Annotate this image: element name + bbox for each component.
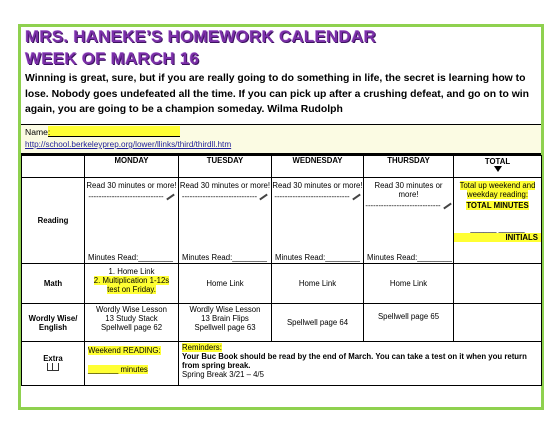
reading-assignment: Read 30 minutes or more!: [179, 181, 271, 190]
weekend-minutes-field[interactable]: _______ minutes: [88, 365, 148, 374]
reading-monday: [85, 178, 179, 264]
corner-cell: [22, 156, 85, 178]
homework-calendar-table: [21, 155, 542, 386]
quote-text: Winning is great, sure, but if you are really going to do something in life, the secret is learning how to lose. Nobody goes undefeated all the time. If you can pick up after a crushing defeat, and go on to win again, you are going to be a champion someday. Wilma Rudolph: [25, 73, 530, 115]
book-icon: [47, 363, 59, 371]
page-title: MRS. HANEKE’S HOMEWORK CALENDAR: [25, 27, 376, 46]
header-thursday: THURSDAY: [364, 156, 454, 178]
total-minutes-label: TOTAL MINUTES: [466, 201, 529, 210]
math-wednesday: Home Link: [272, 264, 364, 304]
wordly-row: [22, 304, 542, 342]
reminders-text: Your Buc Book should be read by the end of March. You can take a test on it when you return from spring break.: [182, 352, 527, 370]
math-row: [22, 264, 542, 304]
wordly-tuesday: Wordly Wise Lesson 13 Brain Flips Spellwell page 63: [179, 304, 272, 342]
pencil-icon: [166, 194, 175, 201]
row-label-wordly: Wordly Wise/ English: [22, 304, 85, 342]
reading-tuesday: [179, 178, 272, 264]
reminders-title: Reminders:: [182, 343, 222, 352]
reading-assignment: Read 30 minutes or more!: [272, 181, 363, 190]
pencil-icon: [352, 194, 361, 201]
header-total: [454, 156, 542, 178]
dash-line: -----------------------------: [365, 201, 441, 210]
down-arrow-icon: [494, 166, 502, 172]
total-label: TOTAL: [484, 157, 511, 166]
name-field[interactable]: [48, 126, 180, 137]
header-monday: MONDAY: [85, 156, 179, 178]
row-label-extra-cell: [22, 342, 85, 386]
minutes-read-monday[interactable]: Minutes Read:________: [88, 253, 173, 262]
extra-monday: [85, 342, 179, 386]
math-tuesday: Home Link: [179, 264, 272, 304]
reading-assignment: Read 30 minutes or more!: [86, 181, 177, 190]
initials-label: INITIALS: [454, 233, 541, 242]
total-blanks[interactable]: ______ ______: [470, 224, 525, 233]
wordly-thursday: Spellwell page 65: [364, 304, 454, 342]
week-title: WEEK OF MARCH 16: [25, 49, 200, 68]
wordly-total: [454, 304, 542, 342]
dash-line: -----------------------------: [274, 192, 350, 201]
math-monday-line1: 1. Home Link: [108, 267, 155, 276]
row-label-extra: Extra: [43, 354, 63, 363]
header-row: [22, 156, 542, 178]
weekend-reading-label: Weekend READING:: [88, 346, 161, 355]
math-thursday: Home Link: [364, 264, 454, 304]
reminders-cell: [179, 342, 542, 386]
total-instructions: Total up weekend and weekday reading:: [459, 181, 536, 199]
reading-wednesday: [272, 178, 364, 264]
header-wednesday: WEDNESDAY: [272, 156, 364, 178]
minutes-read-wednesday[interactable]: Minutes Read:________: [275, 253, 360, 262]
row-label-math: Math: [22, 264, 85, 304]
dash-line: -----------------------------: [88, 192, 164, 201]
reading-row: [22, 178, 542, 264]
dash-line: -----------------------------: [181, 192, 258, 201]
class-website-link[interactable]: http://school.berkeleyprep.org/lower/llinks/third/thirdll.htm: [25, 140, 232, 149]
minutes-read-thursday[interactable]: Minutes Read:________: [367, 253, 452, 262]
spring-break-text: Spring Break 3/21 – 4/5: [182, 370, 264, 379]
math-monday: [85, 264, 179, 304]
math-monday-line2: 2. Multiplication 1-12s test on Friday.: [93, 276, 170, 294]
row-label-reading: Reading: [22, 178, 85, 264]
name-label: Name:: [25, 127, 51, 137]
wordly-wednesday: Spellwell page 64: [272, 304, 364, 342]
reading-assignment: Read 30 minutes or more!: [374, 181, 443, 199]
wordly-monday: Wordly Wise Lesson 13 Study Stack Spellwell page 62: [85, 304, 179, 342]
reading-total: [454, 178, 542, 264]
extra-row: [22, 342, 542, 386]
math-total: [454, 264, 542, 304]
minutes-read-tuesday[interactable]: Minutes Read:________: [182, 253, 267, 262]
pencil-icon: [443, 203, 452, 210]
pencil-icon: [259, 194, 268, 201]
reading-thursday: [364, 178, 454, 264]
header-tuesday: TUESDAY: [179, 156, 272, 178]
